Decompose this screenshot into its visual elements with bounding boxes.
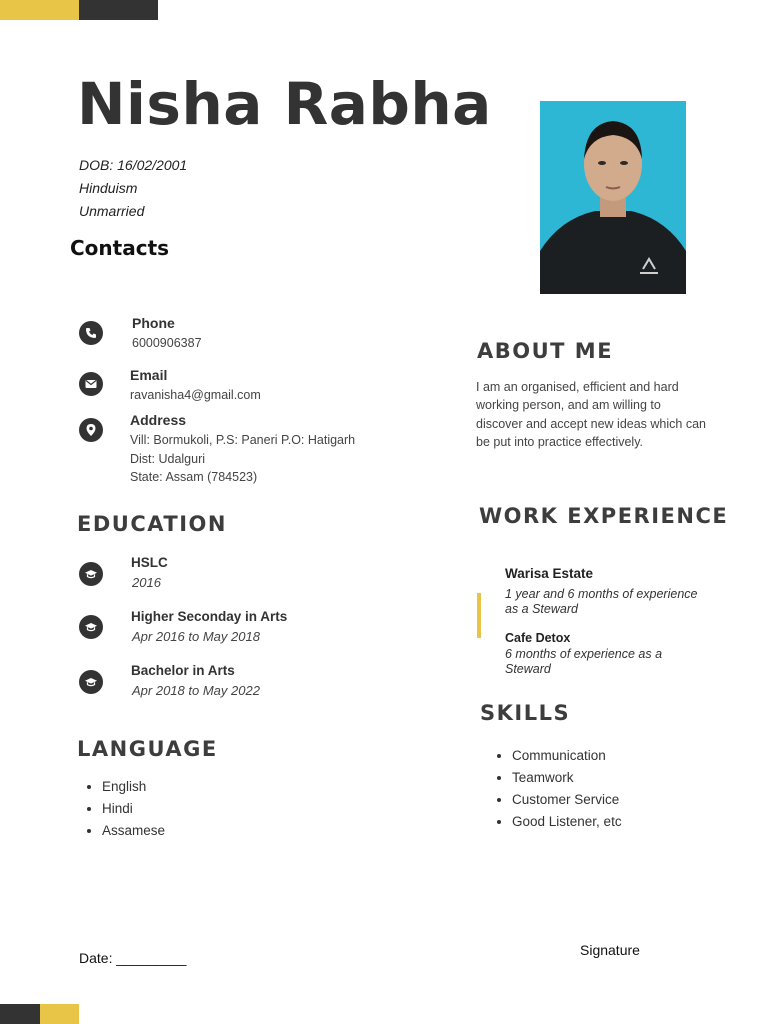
- date-field: Date: _________: [79, 950, 187, 966]
- email-icon: [79, 372, 103, 396]
- language-item: • English: [102, 776, 165, 798]
- skill-item: • Customer Service: [512, 789, 622, 811]
- work-detail: 1 year and 6 months of experience as a Steward: [505, 587, 698, 616]
- address-line: Dist: Udalguri: [130, 452, 206, 466]
- location-pin-icon: [79, 418, 103, 442]
- skills-title: SKILLS: [480, 701, 571, 725]
- graduation-cap-icon: [79, 562, 103, 586]
- religion-text: Hinduism: [79, 180, 138, 196]
- about-title: ABOUT ME: [477, 339, 614, 363]
- contacts-title: Contacts: [70, 236, 170, 260]
- education-item-title: Bachelor in Arts: [131, 663, 235, 678]
- profile-photo: [540, 101, 686, 294]
- signature-label: Signature: [580, 942, 640, 958]
- about-text: I am an organised, efficient and hard working person, and am willing to discover and accept new ideas which can be put into practice effectively.: [476, 380, 706, 450]
- education-item-title: Higher Seconday in Arts: [131, 609, 288, 624]
- graduation-cap-icon: [79, 615, 103, 639]
- phone-value: 6000906387: [132, 336, 202, 350]
- language-title: LANGUAGE: [77, 737, 218, 761]
- phone-icon: [79, 321, 103, 345]
- language-list: [77, 776, 165, 842]
- education-item-date: Apr 2018 to May 2022: [132, 683, 260, 698]
- language-item: • Hindi: [102, 798, 165, 820]
- candidate-name: Nisha Rabha: [77, 70, 492, 138]
- bottom-dark-bar: [0, 1004, 40, 1024]
- education-item-date: 2016: [132, 575, 161, 590]
- skill-item: • Good Listener, etc: [512, 811, 622, 833]
- work-accent-line: [477, 593, 481, 638]
- skills-list: [487, 745, 622, 833]
- work-employer: Cafe Detox: [505, 631, 571, 645]
- email-value[interactable]: ravanisha4@gmail.com: [130, 388, 261, 402]
- skill-item: • Teamwork: [512, 767, 622, 789]
- skill-item: • Communication: [512, 745, 622, 767]
- dob-text: DOB: 16/02/2001: [79, 157, 188, 173]
- bottom-yellow-bar: [40, 1004, 79, 1024]
- education-title: EDUCATION: [77, 512, 227, 536]
- email-label: Email: [130, 367, 168, 383]
- work-detail: 6 months of experience as a Steward: [505, 647, 663, 676]
- address-line: Vill: Bormukoli, P.S: Paneri P.O: Hatigarh: [130, 433, 356, 447]
- language-item: • Assamese: [102, 820, 165, 842]
- graduation-cap-icon: [79, 670, 103, 694]
- top-dark-bar: [79, 0, 158, 20]
- address-line: State: Assam (784523): [130, 470, 258, 484]
- phone-label: Phone: [132, 315, 175, 331]
- work-experience-title: WORK EXPERIENCE: [479, 504, 729, 528]
- work-employer: Warisa Estate: [505, 566, 594, 581]
- education-item-title: HSLC: [131, 555, 168, 570]
- education-item-date: Apr 2016 to May 2018: [132, 629, 260, 644]
- address-label: Address: [130, 412, 187, 428]
- marital-status-text: Unmarried: [79, 203, 145, 219]
- top-yellow-bar: [0, 0, 79, 20]
